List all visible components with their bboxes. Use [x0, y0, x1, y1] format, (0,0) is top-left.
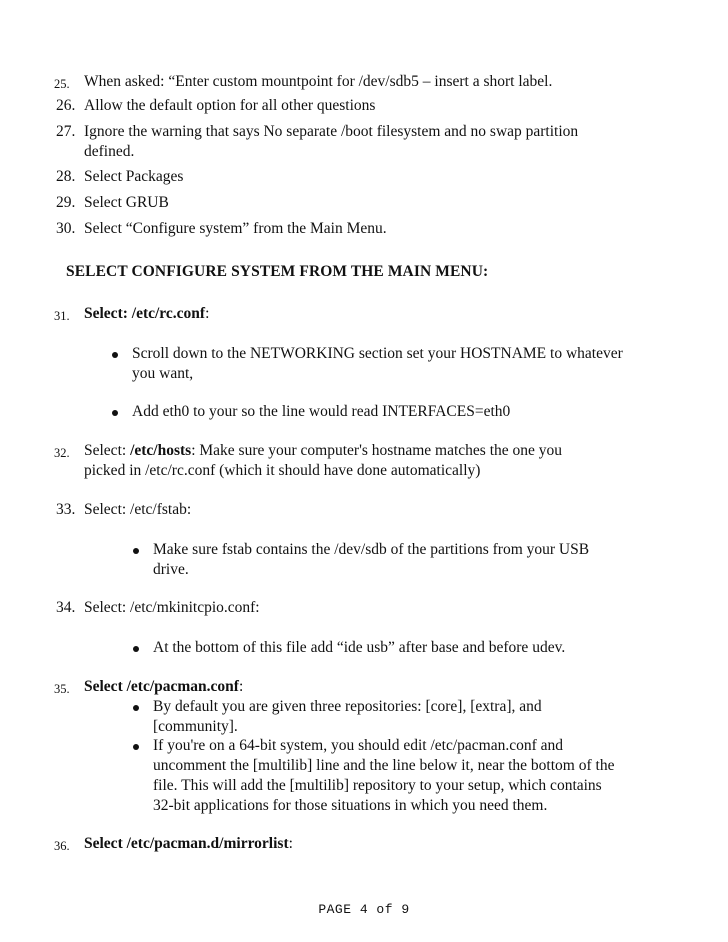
bullet-item [132, 402, 692, 422]
bullet-icon [133, 705, 139, 711]
list-item-31 [54, 304, 684, 324]
item-number: 31. [54, 309, 70, 323]
file-path-label: Select: /etc/rc.conf [84, 305, 206, 322]
item-text-line: defined. [84, 143, 135, 160]
item-suffix: : [288, 835, 293, 852]
bullet-icon [112, 410, 118, 416]
list-item-32 [54, 441, 684, 481]
item-text: Allow the default option for all other questions [84, 97, 376, 114]
file-path-label: Select /etc/pacman.conf [84, 678, 239, 695]
item-text: Select Packages [84, 168, 184, 185]
section-heading: SELECT CONFIGURE SYSTEM FROM THE MAIN MENU: [66, 263, 489, 280]
file-path-label: /etc/hosts [130, 442, 192, 459]
bullet-text-line: At the bottom of this file add “ide usb” after base and before udev. [153, 639, 566, 656]
item-text: Select GRUB [84, 194, 169, 211]
item-suffix: : Make sure your computer's hostname matches the one you [191, 442, 563, 459]
bullet-text-line: Add eth0 to your so the line would read INTERFACES=eth0 [132, 403, 511, 420]
item-text: Select: /etc/mkinitcpio.conf: [84, 599, 260, 616]
bullet-item [132, 344, 692, 384]
bullet-item [153, 736, 713, 816]
item-text-line: Ignore the warning that says No separate /boot filesystem and no swap partition [84, 123, 579, 140]
list-item-36 [54, 834, 684, 854]
bullet-item [153, 638, 713, 658]
bullet-text-line: By default you are given three repositories: [core], [extra], and [153, 698, 542, 715]
bullet-text-line: uncomment the [multilib] line and the line below it, near the bottom of the [153, 757, 615, 774]
list-item-28 [56, 167, 684, 187]
item-number: 32. [54, 446, 70, 460]
bullet-icon [133, 548, 139, 554]
item-number: 26. [56, 97, 76, 114]
item-number: 30. [56, 220, 76, 237]
bullet-icon [133, 744, 139, 750]
bullet-text-line: 32-bit applications for those situations in which you need them. [153, 797, 548, 814]
bullet-text-line: Scroll down to the NETWORKING section set your HOSTNAME to whatever [132, 345, 623, 362]
item-text: Select “Configure system” from the Main Menu. [84, 220, 387, 237]
list-item-27 [56, 122, 684, 162]
item-number: 33. [56, 501, 76, 518]
list-item-33 [56, 500, 684, 520]
bullet-text-line: Make sure fstab contains the /dev/sdb of the partitions from your USB [153, 541, 590, 558]
item-text: When asked: “Enter custom mountpoint for /dev/sdb5 – insert a short label. [84, 73, 553, 90]
list-item-26 [56, 96, 684, 116]
item-number: 29. [56, 194, 76, 211]
bullet-item [153, 697, 713, 737]
bullet-icon [112, 352, 118, 358]
bullet-text-line: drive. [153, 561, 189, 578]
list-item-35 [54, 677, 684, 697]
item-number: 25. [54, 77, 70, 91]
item-number: 34. [56, 599, 76, 616]
list-item-34 [56, 598, 684, 618]
bullet-item [153, 540, 713, 580]
bullet-text-line: file. This will add the [multilib] repository to your setup, which contains [153, 777, 602, 794]
bullet-icon [133, 646, 139, 652]
list-item-30 [56, 219, 684, 239]
item-suffix: : [205, 305, 210, 322]
item-text: Select: /etc/fstab: [84, 501, 192, 518]
list-item-29 [56, 193, 684, 213]
item-number: 28. [56, 168, 76, 185]
page-footer: PAGE 4 of 9 [318, 902, 410, 917]
item-number: 35. [54, 682, 70, 696]
item-text-line: picked in /etc/rc.conf (which it should have done automatically) [84, 462, 481, 479]
bullet-text-line: you want, [132, 365, 194, 382]
item-number: 36. [54, 839, 70, 853]
item-number: 27. [56, 123, 76, 140]
item-suffix: : [238, 678, 244, 695]
bullet-text-line: If you're on a 64-bit system, you should edit /etc/pacman.conf and [153, 737, 563, 754]
item-prefix: Select: [84, 442, 131, 459]
list-item-25 [54, 72, 684, 92]
bullet-text-line: [community]. [153, 718, 238, 735]
file-path-label: Select /etc/pacman.d/mirrorlist [84, 835, 289, 852]
